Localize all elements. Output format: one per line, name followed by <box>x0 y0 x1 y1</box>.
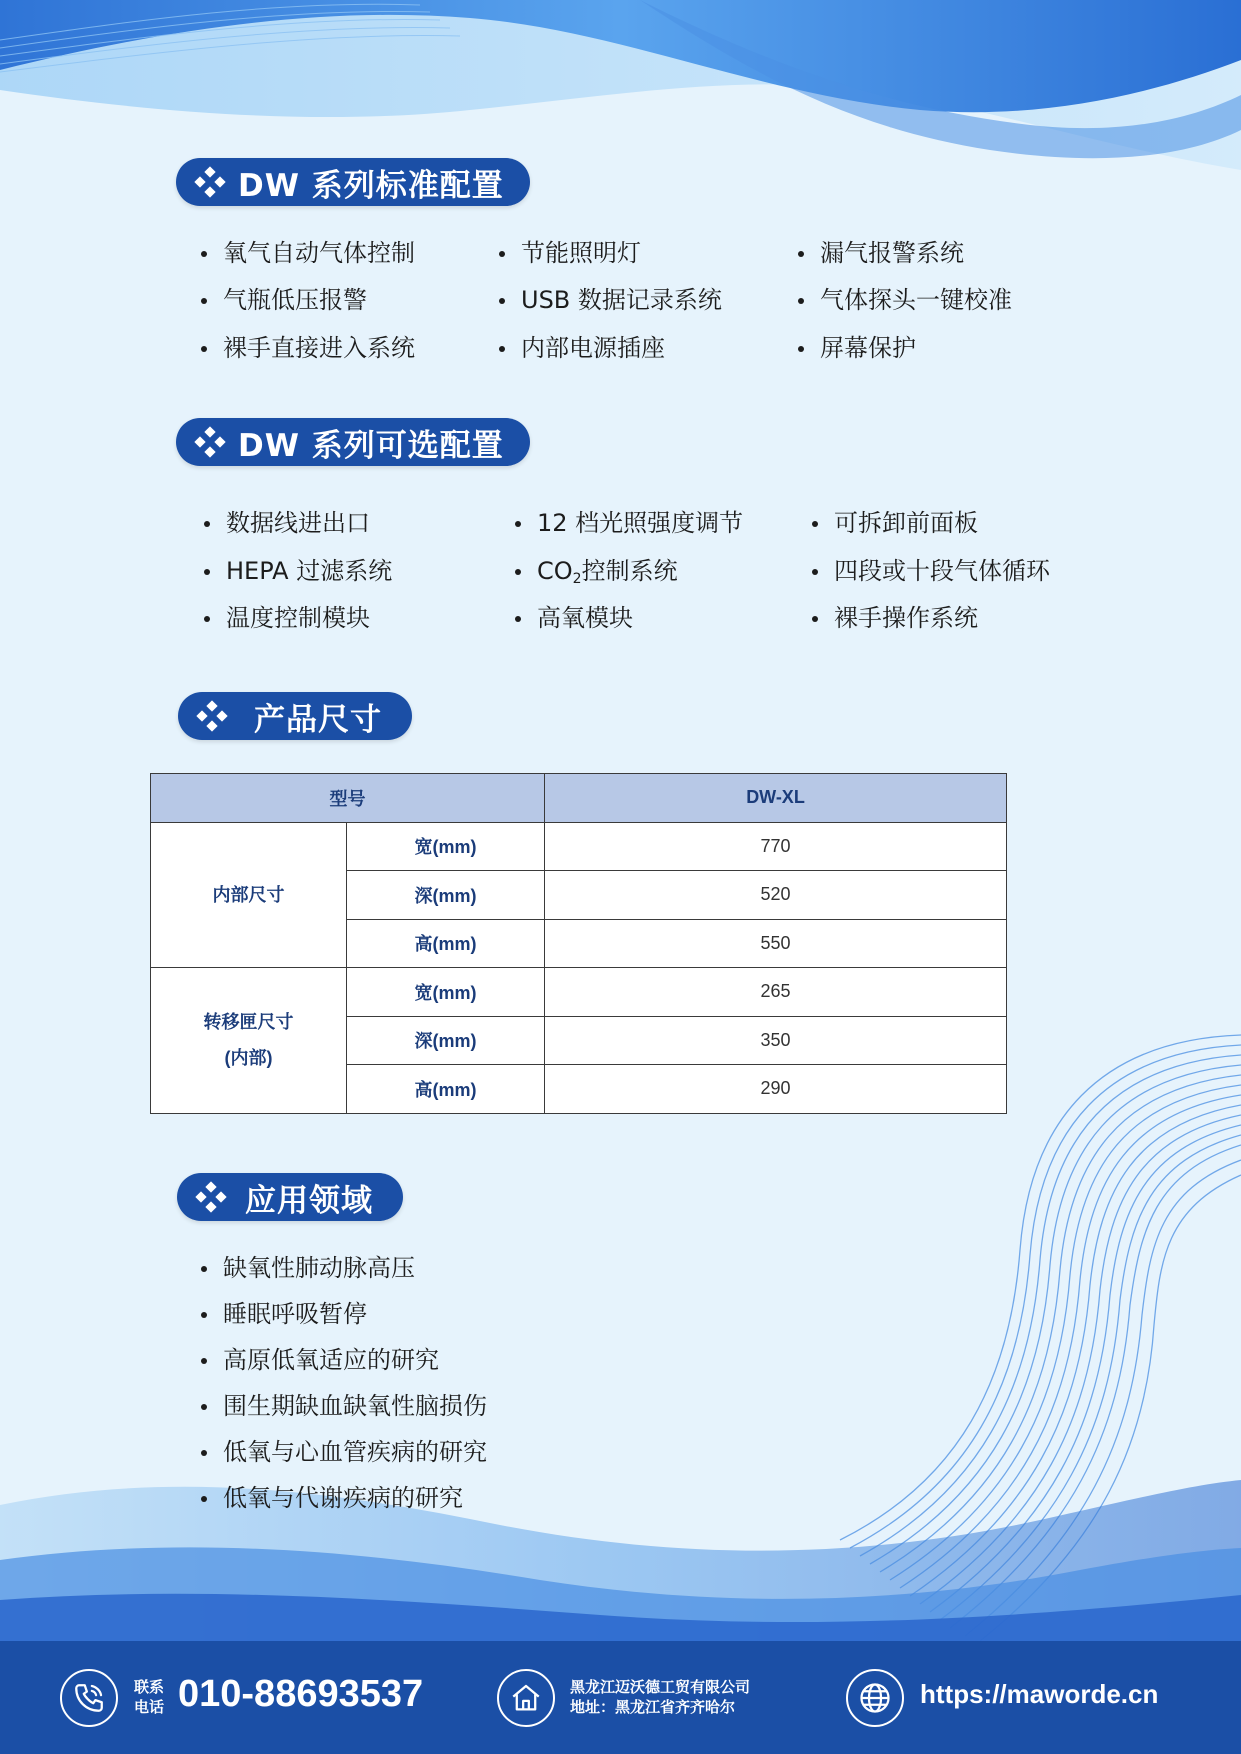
group-name-line2: (内部) <box>224 1048 273 1069</box>
section-title-text: DW 系列可选配置 <box>238 427 504 464</box>
dim-value: 770 <box>545 822 1007 871</box>
dim-label: 高(mm) <box>347 1065 545 1114</box>
header-model-label: 型号 <box>151 774 545 823</box>
list-item: 四段或十段气体循环 <box>834 557 1050 585</box>
dim-label: 深(mm) <box>347 871 545 920</box>
co2-text: CO <box>537 557 573 585</box>
co2-suffix: 控制系统 <box>581 557 678 585</box>
section-title-text: DW 系列标准配置 <box>238 167 504 204</box>
section-title-dimensions <box>178 692 412 740</box>
list-item: 数据线进出口 <box>226 509 370 537</box>
footer-bar <box>0 1641 1241 1754</box>
list-item-co2 <box>537 556 678 594</box>
list-item: 低氧与代谢疾病的研究 <box>223 1484 463 1512</box>
list-item: 低氧与心血管疾病的研究 <box>223 1438 487 1466</box>
list-item: 12 档光照强度调节 <box>537 509 744 537</box>
home-icon <box>497 1669 555 1727</box>
list-item: 内部电源插座 <box>521 334 665 362</box>
co2-subscript: 2 <box>572 571 582 587</box>
group-name: 内部尺寸 <box>212 884 285 905</box>
list-item: 温度控制模块 <box>226 604 370 632</box>
list-item: 可拆卸前面板 <box>834 509 978 537</box>
dim-label: 深(mm) <box>347 1016 545 1065</box>
list-item: 屏幕保护 <box>820 334 916 362</box>
table-row <box>151 968 1007 1017</box>
dimensions-table <box>150 773 1007 1114</box>
dim-value: 350 <box>545 1016 1007 1065</box>
phone-number: 010-88693537 <box>178 1673 424 1715</box>
company-info <box>570 1677 750 1717</box>
dim-value: 550 <box>545 919 1007 968</box>
list-item: 高氧模块 <box>537 604 633 632</box>
list-item: 缺氧性肺动脉高压 <box>223 1254 415 1282</box>
list-item: 高原低氧适应的研究 <box>223 1346 439 1374</box>
contact-label <box>134 1677 164 1717</box>
diamond-cluster-icon <box>194 166 226 198</box>
list-item: 气瓶低压报警 <box>223 286 367 314</box>
dim-value: 265 <box>545 968 1007 1017</box>
list-item: 氧气自动气体控制 <box>223 239 415 267</box>
phone-icon <box>60 1669 118 1727</box>
company-name: 黑龙江迈沃德工贸有限公司 <box>570 1678 751 1696</box>
list-item: HEPA 过滤系统 <box>226 557 393 585</box>
group-internal <box>151 822 347 968</box>
list-item: USB 数据记录系统 <box>521 286 722 314</box>
section-title-text: 产品尺寸 <box>254 701 382 738</box>
list-item: 漏气报警系统 <box>820 239 964 267</box>
section-title-applications <box>177 1173 403 1221</box>
section-title-optional <box>176 418 530 466</box>
dim-value: 520 <box>545 871 1007 920</box>
dim-label: 宽(mm) <box>347 968 545 1017</box>
list-item: 节能照明灯 <box>521 239 641 267</box>
list-item: 裸手操作系统 <box>834 604 978 632</box>
diamond-cluster-icon <box>195 1181 227 1213</box>
diamond-cluster-icon <box>194 426 226 458</box>
diamond-cluster-icon <box>196 700 228 732</box>
list-item: 裸手直接进入系统 <box>223 334 415 362</box>
list-item: 气体探头一键校准 <box>820 286 1012 314</box>
dim-label: 高(mm) <box>347 919 545 968</box>
table-header-row <box>151 774 1007 823</box>
list-item: 睡眠呼吸暂停 <box>223 1300 367 1328</box>
website-link[interactable]: https://maworde.cn <box>920 1679 1159 1709</box>
group-name: 转移匣尺寸 <box>203 1012 294 1033</box>
contact-label-line1: 联系 <box>134 1678 165 1696</box>
list-item: 围生期缺血缺氧性脑损伤 <box>223 1392 487 1420</box>
dim-label: 宽(mm) <box>347 822 545 871</box>
contact-label-line2: 电话 <box>134 1698 165 1716</box>
dim-value: 290 <box>545 1065 1007 1114</box>
group-transfer <box>151 968 347 1114</box>
company-address: 地址：黑龙江省齐齐哈尔 <box>570 1698 736 1716</box>
header-model-value: DW-XL <box>545 774 1007 823</box>
section-title-standard <box>176 158 530 206</box>
globe-icon <box>846 1669 904 1727</box>
section-title-text: 应用领域 <box>245 1182 373 1219</box>
table-row <box>151 822 1007 871</box>
